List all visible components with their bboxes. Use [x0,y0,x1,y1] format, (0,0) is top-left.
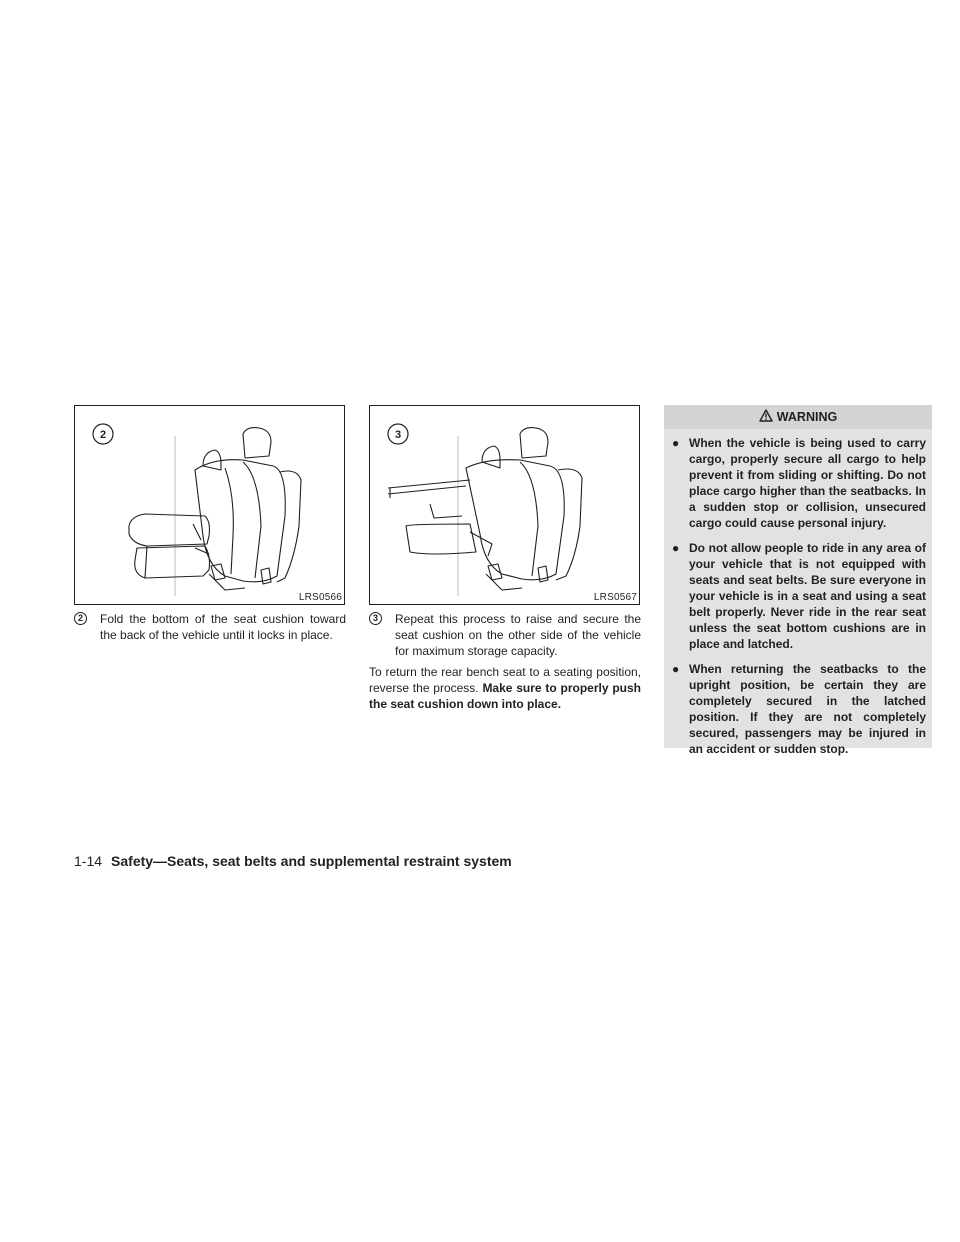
warning-box [664,405,932,756]
return-instructions-text: To return the rear bench seat to a seating position, reverse the process. [369,665,641,695]
figure-badge: 3 [394,429,402,441]
step-text: Fold the bottom of the seat cushion toward the back of the vehicle until it locks in place. [100,612,346,642]
figure-badge: 2 [99,429,107,441]
figure-lrs0567 [369,405,640,605]
return-instructions [369,664,641,712]
figure-lrs0566 [74,405,345,605]
figure-code: LRS0566 [298,592,342,603]
warning-title: WARNING [776,410,838,424]
warning-item-text: When returning the seatbacks to the upright position, be certain they are completely secured in the latched position. If they are not completely secured, passengers may be injured in an accident or sudden stop. [689,662,926,756]
bullet-icon: ● [672,541,680,555]
warning-item [672,540,926,652]
step-3 [369,611,641,659]
bullet-icon: ● [672,662,680,676]
warning-list [664,435,932,757]
return-instructions-emphasis: Make sure to properly push the seat cushion down into place. [369,681,641,711]
warning-header [664,405,932,429]
seat-folding-illustration-2 [75,406,344,604]
step-number-badge: 3 [369,612,382,625]
warning-item-text: Do not allow people to ride in any area of your vehicle that is not equipped with seats and seat belts. Be sure everyone in your vehicle is in a seat and using a seat belt properly. Never ride in the rear seat unless the seat bottom cushions are in place and latched. [689,541,926,651]
page-footer [74,853,512,869]
warning-item [672,661,926,757]
warning-item-text: When the vehicle is being used to carry cargo, properly secure all cargo to help prevent it from sliding or shifting. Do not place cargo higher than the seatbacks. In a sudden stop or collision, unsecured cargo could cause personal injury. [689,436,926,530]
warning-item [672,435,926,531]
bullet-icon: ● [672,436,680,450]
page-number: 1-14 [74,853,103,869]
section-title: Safety—Seats, seat belts and supplemental restraint system [111,853,512,869]
figure-code: LRS0567 [593,592,637,603]
step-2 [74,611,346,643]
warning-triangle-icon [759,409,773,425]
step-number-badge: 2 [74,612,87,625]
seat-folding-illustration-3 [370,406,639,604]
step-text: Repeat this process to raise and secure the seat cushion on the other side of the vehicle for maximum storage capacity. [395,612,641,658]
